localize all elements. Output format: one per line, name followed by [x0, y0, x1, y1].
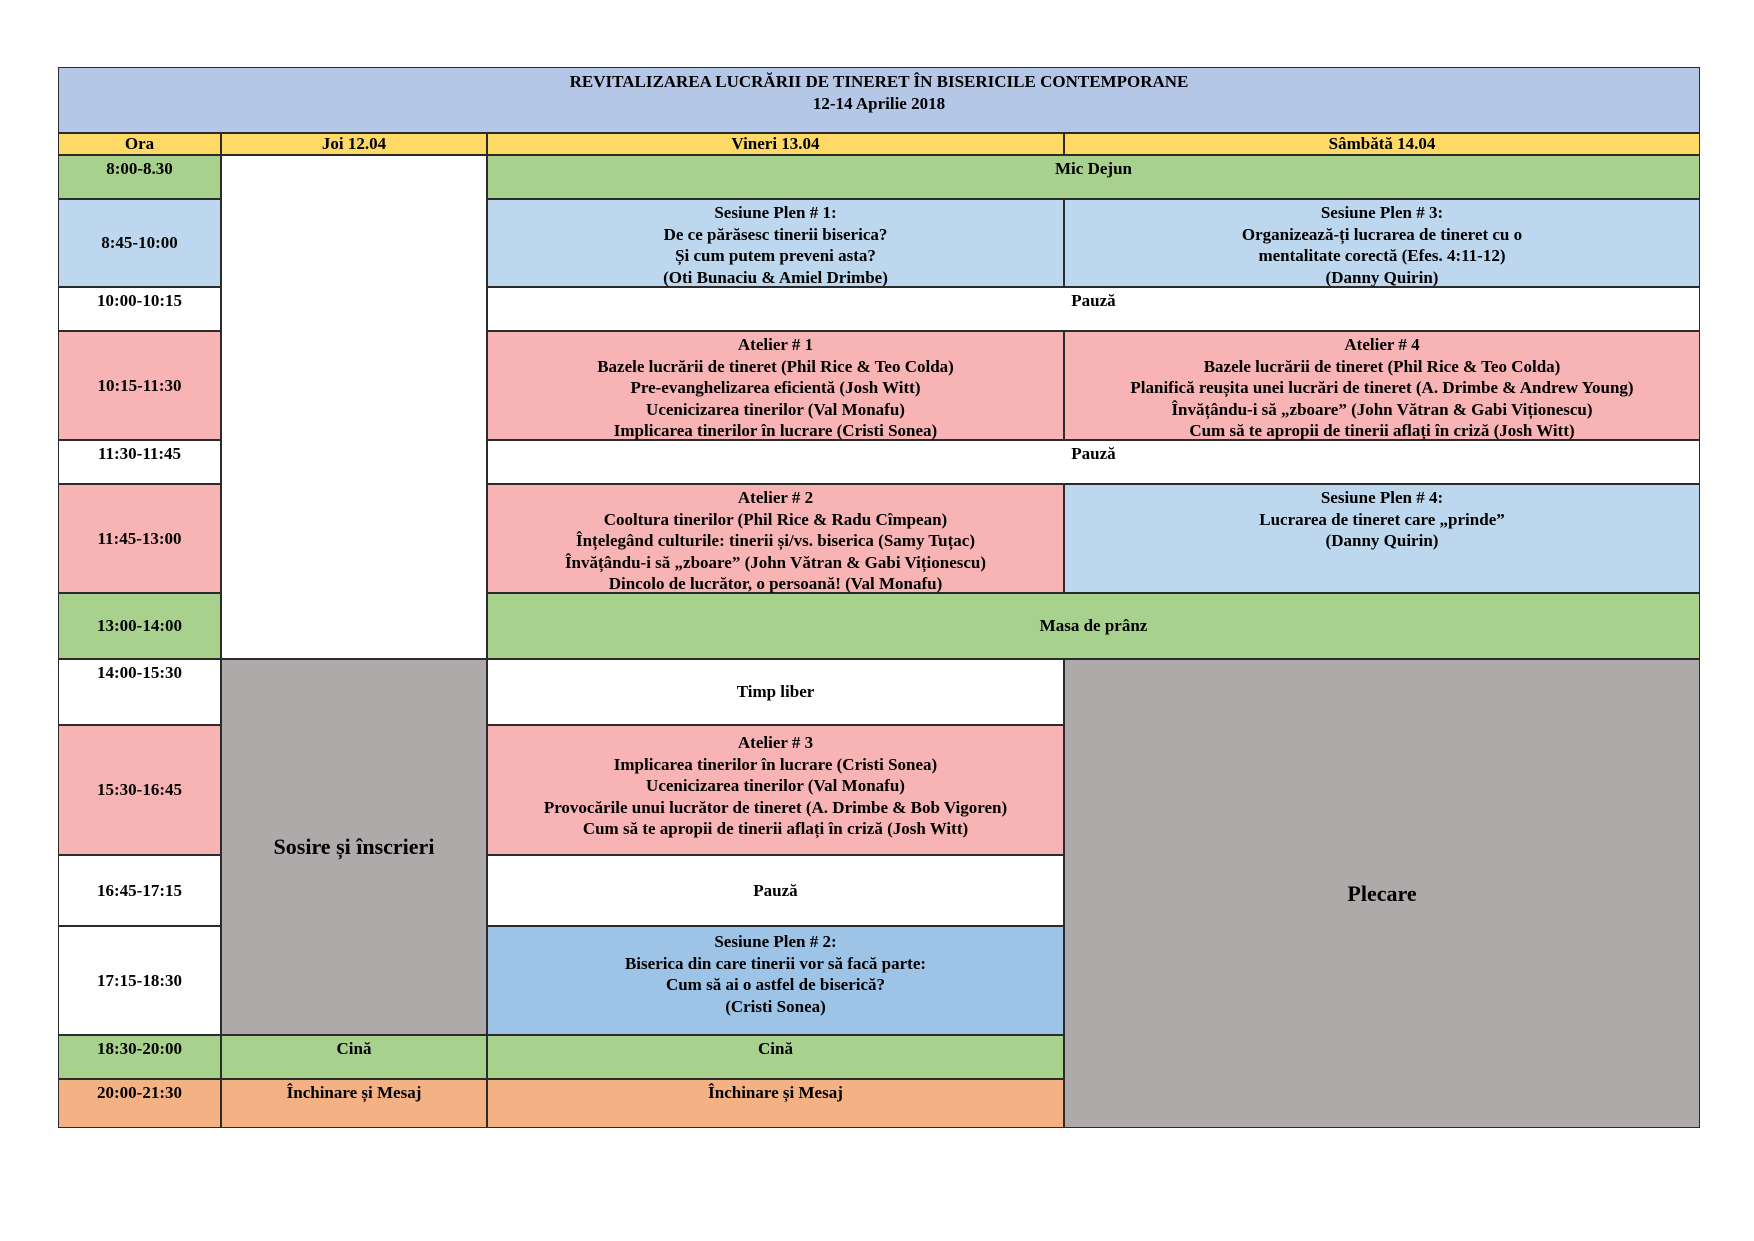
- session-line: Organizează-ți lucrarea de tineret cu o: [1241, 224, 1523, 244]
- title-line-2: 12-14 Aprilie 2018: [812, 93, 946, 113]
- workshop-1: [487, 331, 1064, 440]
- schedule-table: [58, 67, 1700, 1128]
- arrival-registration-block: [221, 659, 487, 1035]
- session-line: (Oti Bunaciu & Amiel Drimbe): [663, 267, 888, 287]
- session-line: Cum să ai o astfel de biserică?: [665, 975, 886, 994]
- session-line: (Danny Quirin): [1325, 267, 1439, 287]
- workshop-line: Implicarea tinerilor în lucrare (Cristi Sonea): [613, 754, 938, 774]
- session-line: (Cristi Sonea): [725, 996, 826, 1016]
- time-slot: 17:15-18:30: [58, 926, 221, 1035]
- plenary-session-4: [1064, 484, 1700, 593]
- workshop-3: [487, 725, 1064, 855]
- break-block: Pauză: [487, 855, 1064, 926]
- header-day-saturday: Sâmbătă 14.04: [1064, 133, 1700, 155]
- workshop-line: Atelier # 3: [737, 733, 814, 752]
- arrival-label: Sosire și înscrieri: [273, 834, 435, 860]
- time-slot: 11:45-13:00: [58, 484, 221, 593]
- session-line: mentalitate corectă (Efes. 4:11-12): [1258, 246, 1506, 265]
- workshop-line: Învățându-i să „zboare” (John Vătran & Gabi Viționescu): [564, 552, 987, 572]
- session-line: Biserica din care tinerii vor să facă parte:: [624, 953, 927, 973]
- time-slot: 14:00-15:30: [58, 659, 221, 725]
- schedule-title: [58, 67, 1700, 133]
- workshop-line: Pre-evanghelizarea eficientă (Josh Witt): [630, 378, 921, 397]
- workshop-line: Înțelegând culturile: tinerii și/vs. biserica (Samy Tuțac): [575, 531, 976, 550]
- time-slot: 10:15-11:30: [58, 331, 221, 440]
- workshop-line: Atelier # 4: [1344, 335, 1420, 354]
- time-slot: 18:30-20:00: [58, 1035, 221, 1079]
- plenary-session-1: [487, 199, 1064, 287]
- departure-label: Plecare: [1347, 880, 1417, 906]
- session-line: De ce părăsesc tinerii biserica?: [663, 224, 888, 244]
- session-line: Și cum putem preveni asta?: [675, 246, 876, 265]
- session-line: Sesiune Plen # 4:: [1320, 488, 1444, 507]
- workshop-line: Planifică reușita unei lucrări de tineret (A. Drimbe & Andrew Young): [1130, 378, 1634, 397]
- time-slot: 8:00-8.30: [58, 155, 221, 199]
- workshop-line: Atelier # 1: [737, 335, 814, 354]
- time-slot: 15:30-16:45: [58, 725, 221, 855]
- plenary-session-3: [1064, 199, 1700, 287]
- workshop-line: Ucenicizarea tinerilor (Val Monafu): [646, 399, 905, 419]
- session-line: Sesiune Plen # 3:: [1320, 203, 1444, 222]
- workshop-line: Bazele lucrării de tineret (Phil Rice & Teo Colda): [1203, 356, 1561, 376]
- break-block: Pauză: [487, 287, 1700, 331]
- workshop-line: Provocările unui lucrător de tineret (A. Drimbe & Bob Vigoren): [543, 797, 1008, 817]
- time-slot: 20:00-21:30: [58, 1079, 221, 1128]
- header-time: Ora: [58, 133, 221, 155]
- session-line: (Danny Quirin): [1325, 531, 1439, 550]
- friday-dinner: Cină: [487, 1035, 1064, 1079]
- workshop-4: [1064, 331, 1700, 440]
- time-slot: 13:00-14:00: [58, 593, 221, 659]
- workshop-2: [487, 484, 1064, 593]
- thursday-empty-block: [221, 155, 487, 659]
- header-day-friday: Vineri 13.04: [487, 133, 1064, 155]
- break-block: Pauză: [487, 440, 1700, 484]
- lunch-block: Masa de prânz: [487, 593, 1700, 659]
- time-slot: 10:00-10:15: [58, 287, 221, 331]
- workshop-line: Bazele lucrării de tineret (Phil Rice & Teo Colda): [597, 356, 954, 376]
- time-slot: 8:45-10:00: [58, 199, 221, 287]
- plenary-session-2: [487, 926, 1064, 1035]
- workshop-line: Ucenicizarea tinerilor (Val Monafu): [646, 776, 905, 795]
- time-slot: 16:45-17:15: [58, 855, 221, 926]
- time-slot: 11:30-11:45: [58, 440, 221, 484]
- departure-block: [1064, 659, 1700, 1128]
- workshop-line: Atelier # 2: [737, 488, 814, 507]
- workshop-line: Cum să te apropii de tinerii aflați în criză (Josh Witt): [582, 819, 969, 838]
- workshop-line: Cooltura tinerilor (Phil Rice & Radu Cîmpean): [603, 509, 948, 529]
- free-time-block: Timp liber: [487, 659, 1064, 725]
- session-line: Lucrarea de tineret care „prinde”: [1259, 509, 1505, 529]
- friday-worship: Închinare și Mesaj: [487, 1079, 1064, 1128]
- breakfast-block: Mic Dejun: [487, 155, 1700, 199]
- workshop-line: Cum să te apropii de tinerii aflați în criză (Josh Witt): [1189, 421, 1575, 440]
- title-line-1: REVITALIZAREA LUCRĂRII DE TINERET ÎN BISERICILE CONTEMPORANE: [569, 72, 1189, 91]
- thursday-worship: Închinare și Mesaj: [221, 1079, 487, 1128]
- session-line: Sesiune Plen # 2:: [714, 932, 837, 951]
- workshop-line: Dincolo de lucrător, o persoană! (Val Monafu): [608, 574, 943, 593]
- session-line: Sesiune Plen # 1:: [714, 203, 837, 222]
- thursday-dinner: Cină: [221, 1035, 487, 1079]
- workshop-line: Învățându-i să „zboare” (John Vătran & Gabi Viționescu): [1171, 399, 1593, 419]
- header-day-thursday: Joi 12.04: [221, 133, 487, 155]
- workshop-line: Implicarea tinerilor în lucrare (Cristi Sonea): [613, 421, 938, 440]
